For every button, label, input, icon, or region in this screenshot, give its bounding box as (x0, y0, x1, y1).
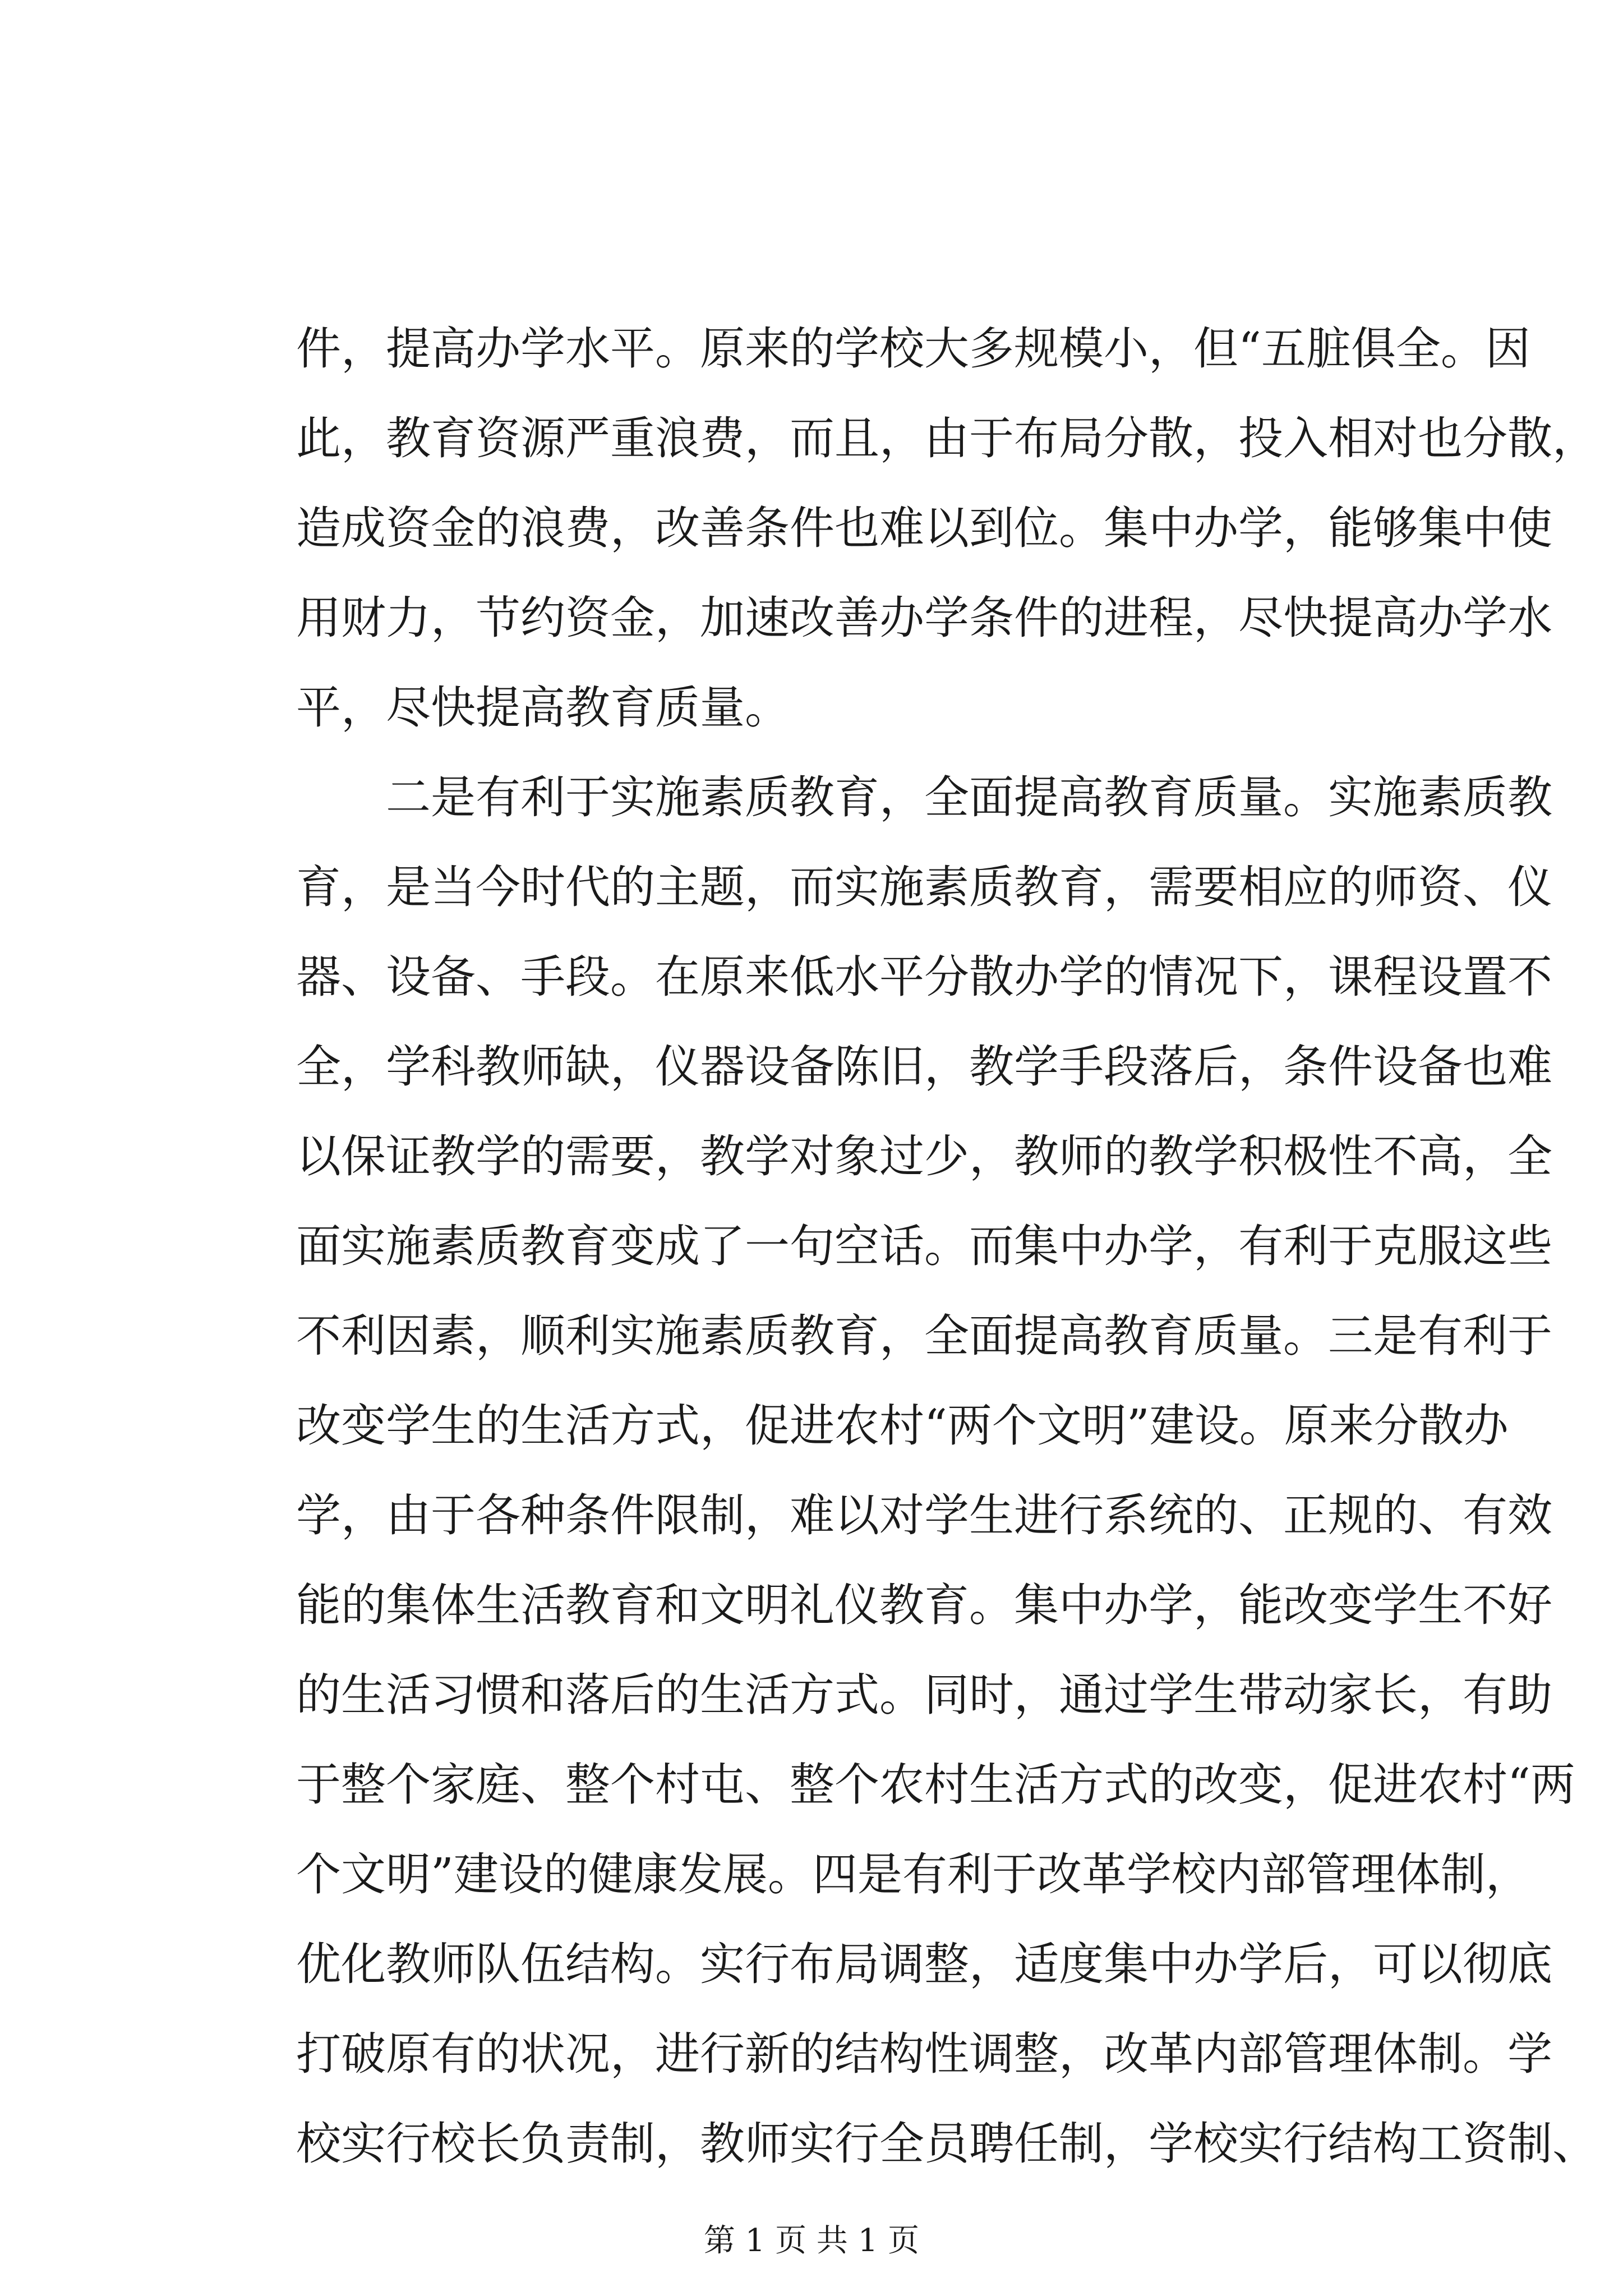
text-line: 育，是当今时代的主题，而实施素质教育，需要相应的师资、仪 (296, 861, 1552, 913)
text-line: 用财力，节约资金，加速改善办学条件的进程，尽快提高办学水 (296, 592, 1552, 644)
text-line: 能的集体生活教育和文明礼仪教育。集中办学，能改变学生不好 (296, 1579, 1552, 1631)
text-line: 此，教育资源严重浪费，而且，由于布局分散，投入相对也分散， (296, 412, 1597, 464)
text-line: 个文明”建设的健康发展。四是有利于改革学校内部管理体制， (296, 1848, 1530, 1901)
text-line: 打破原有的状况，进行新的结构性调整，改革内部管理体制。学 (296, 2028, 1552, 2080)
text-line: 不利因素，顺利实施素质教育，全面提高教育质量。三是有利于 (296, 1310, 1552, 1362)
text-line: 平，尽快提高教育质量。 (296, 682, 790, 734)
text-line: 以保证教学的需要，教学对象过少，教师的教学积极性不高，全 (296, 1130, 1552, 1182)
text-line: 优化教师队伍结构。实行布局调整，适度集中办学后，可以彻底 (296, 1938, 1552, 1990)
text-line: 改变学生的生活方式，促进农村“两个文明”建设。原来分散办 (296, 1400, 1509, 1452)
text-line: 件，提高办学水平。原来的学校大多规模小，但“五脏俱全。因 (296, 323, 1530, 375)
text-line: 校实行校长负责制，教师实行全员聘任制，学校实行结构工资制、 (296, 2118, 1597, 2170)
text-line: 造成资金的浪费，改善条件也难以到位。集中办学，能够集中使 (296, 502, 1552, 554)
text-line: 的生活习惯和落后的生活方式。同时，通过学生带动家长，有助 (296, 1669, 1552, 1721)
text-line: 学，由于各种条件限制，难以对学生进行系统的、正规的、有效 (296, 1489, 1552, 1542)
text-line: 全，学科教师缺，仪器设备陈旧，教学手段落后，条件设备也难 (296, 1041, 1552, 1093)
text-line: 二是有利于实施素质教育，全面提高教育质量。实施素质教 (296, 771, 1552, 823)
text-line: 面实施素质教育变成了一句空话。而集中办学，有利于克服这些 (296, 1220, 1552, 1272)
text-line: 器、设备、手段。在原来低水平分散办学的情况下，课程设置不 (296, 951, 1552, 1003)
page-footer: 第 1 页 共 1 页 (703, 2223, 920, 2259)
text-line: 于整个家庭、整个村屯、整个农村生活方式的改变，促进农村“两 (296, 1759, 1575, 1811)
